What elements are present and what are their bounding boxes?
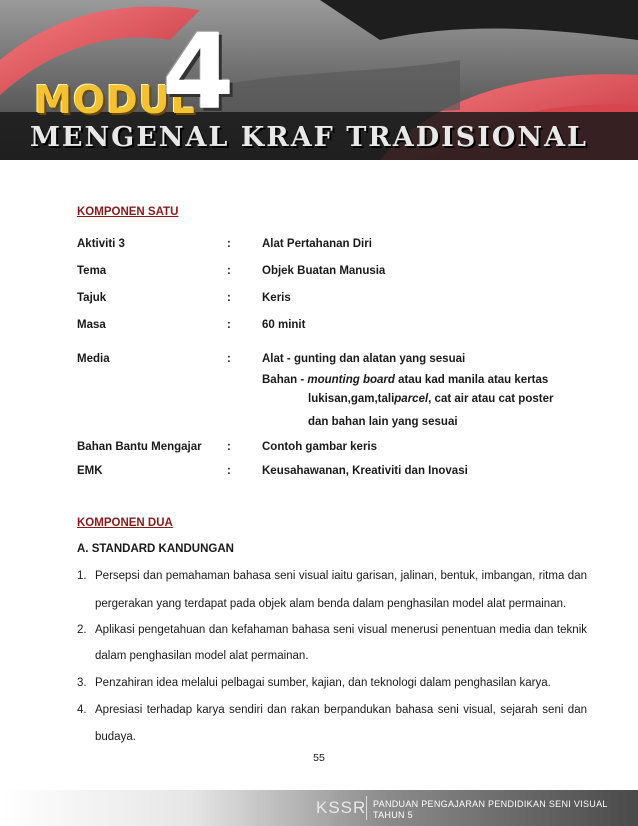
list-item-number: 4. — [77, 704, 87, 716]
module-title: MENGENAL KRAF TRADISIONAL — [30, 122, 589, 153]
info-key: Bahan Bantu Mengajar — [77, 441, 202, 453]
modul-number: 4 — [162, 11, 235, 133]
info-value: Alat Pertahanan Diri — [262, 238, 372, 250]
list-item-number: 1. — [77, 570, 87, 582]
komponen-dua-heading: KOMPONEN DUA — [77, 517, 173, 529]
info-separator: : — [227, 319, 231, 331]
info-key: Tema — [77, 265, 107, 277]
info-separator: : — [227, 265, 231, 277]
standard-kandungan-heading: A. STANDARD KANDUNGAN — [77, 543, 234, 555]
info-separator: : — [227, 238, 231, 250]
footer-title: PANDUAN PENGAJARAN PENDIDIKAN SENI VISUAL — [373, 799, 608, 809]
info-value: Contoh gambar keris — [262, 441, 378, 453]
info-value: Keris — [262, 292, 291, 304]
info-key: Masa — [77, 319, 106, 331]
list-item-text-cont: budaya. — [95, 731, 136, 743]
list-item-text-cont: dalam penghasilan model alat permainan. — [95, 650, 309, 662]
info-value: 60 minit — [262, 319, 306, 331]
list-item-text: Apresiasi terhadap karya sendiri dan rakan berpandukan bahasa seni visual, sejarah seni dan — [95, 704, 587, 716]
info-separator: : — [227, 292, 231, 304]
footer-subtitle: TAHUN 5 — [373, 810, 413, 820]
list-item-text: Aplikasi pengetahuan dan kefahaman bahasa seni visual menerusi penentuan media dan teknik — [95, 624, 587, 636]
komponen-satu-heading: KOMPONEN SATU — [77, 206, 179, 218]
media-italic-text: parcel — [394, 393, 429, 405]
footer-brand: KSSR — [316, 798, 367, 817]
info-value: Keusahawanan, Kreativiti dan Inovasi — [262, 465, 468, 477]
media-italic-text: mounting board — [307, 374, 395, 386]
media-text: Bahan - — [262, 374, 308, 386]
info-value: Objek Buatan Manusia — [262, 265, 386, 277]
media-text: lukisan,gam,tali — [308, 393, 395, 405]
info-key: Aktiviti 3 — [77, 238, 125, 250]
info-value: Alat - gunting dan alatan yang sesuai — [262, 353, 466, 365]
info-key: EMK — [77, 465, 103, 477]
info-separator: : — [227, 353, 231, 365]
list-item-text: Persepsi dan pemahaman bahasa seni visual iaitu garisan, jalinan, bentuk, imbangan, ritma dan — [95, 570, 587, 582]
header-banner — [0, 0, 638, 160]
list-item-text-cont: pergerakan yang terdapat pada objek alam benda dalam penghasilan model alat permainan. — [95, 598, 567, 610]
list-item-number: 3. — [77, 677, 87, 689]
media-bahan-line — [262, 374, 548, 386]
info-separator: : — [227, 465, 231, 477]
info-key: Media — [77, 353, 110, 365]
footer-banner — [0, 790, 638, 826]
media-text: , cat air atau cat poster — [428, 393, 554, 405]
page-number: 55 — [313, 752, 325, 764]
list-item-text: Penzahiran idea melalui pelbagai sumber, kajian, dan teknologi dalam penghasilan karya. — [95, 677, 551, 689]
media-bahan-line-3: dan bahan lain yang sesuai — [308, 416, 458, 428]
media-text: atau kad manila atau kertas — [394, 374, 549, 386]
info-separator: : — [227, 441, 231, 453]
media-bahan-line-2 — [308, 393, 553, 405]
footer-divider — [366, 796, 367, 820]
list-item-number: 2. — [77, 624, 87, 636]
modul-word: MODUL — [34, 78, 196, 122]
info-key: Tajuk — [77, 292, 107, 304]
